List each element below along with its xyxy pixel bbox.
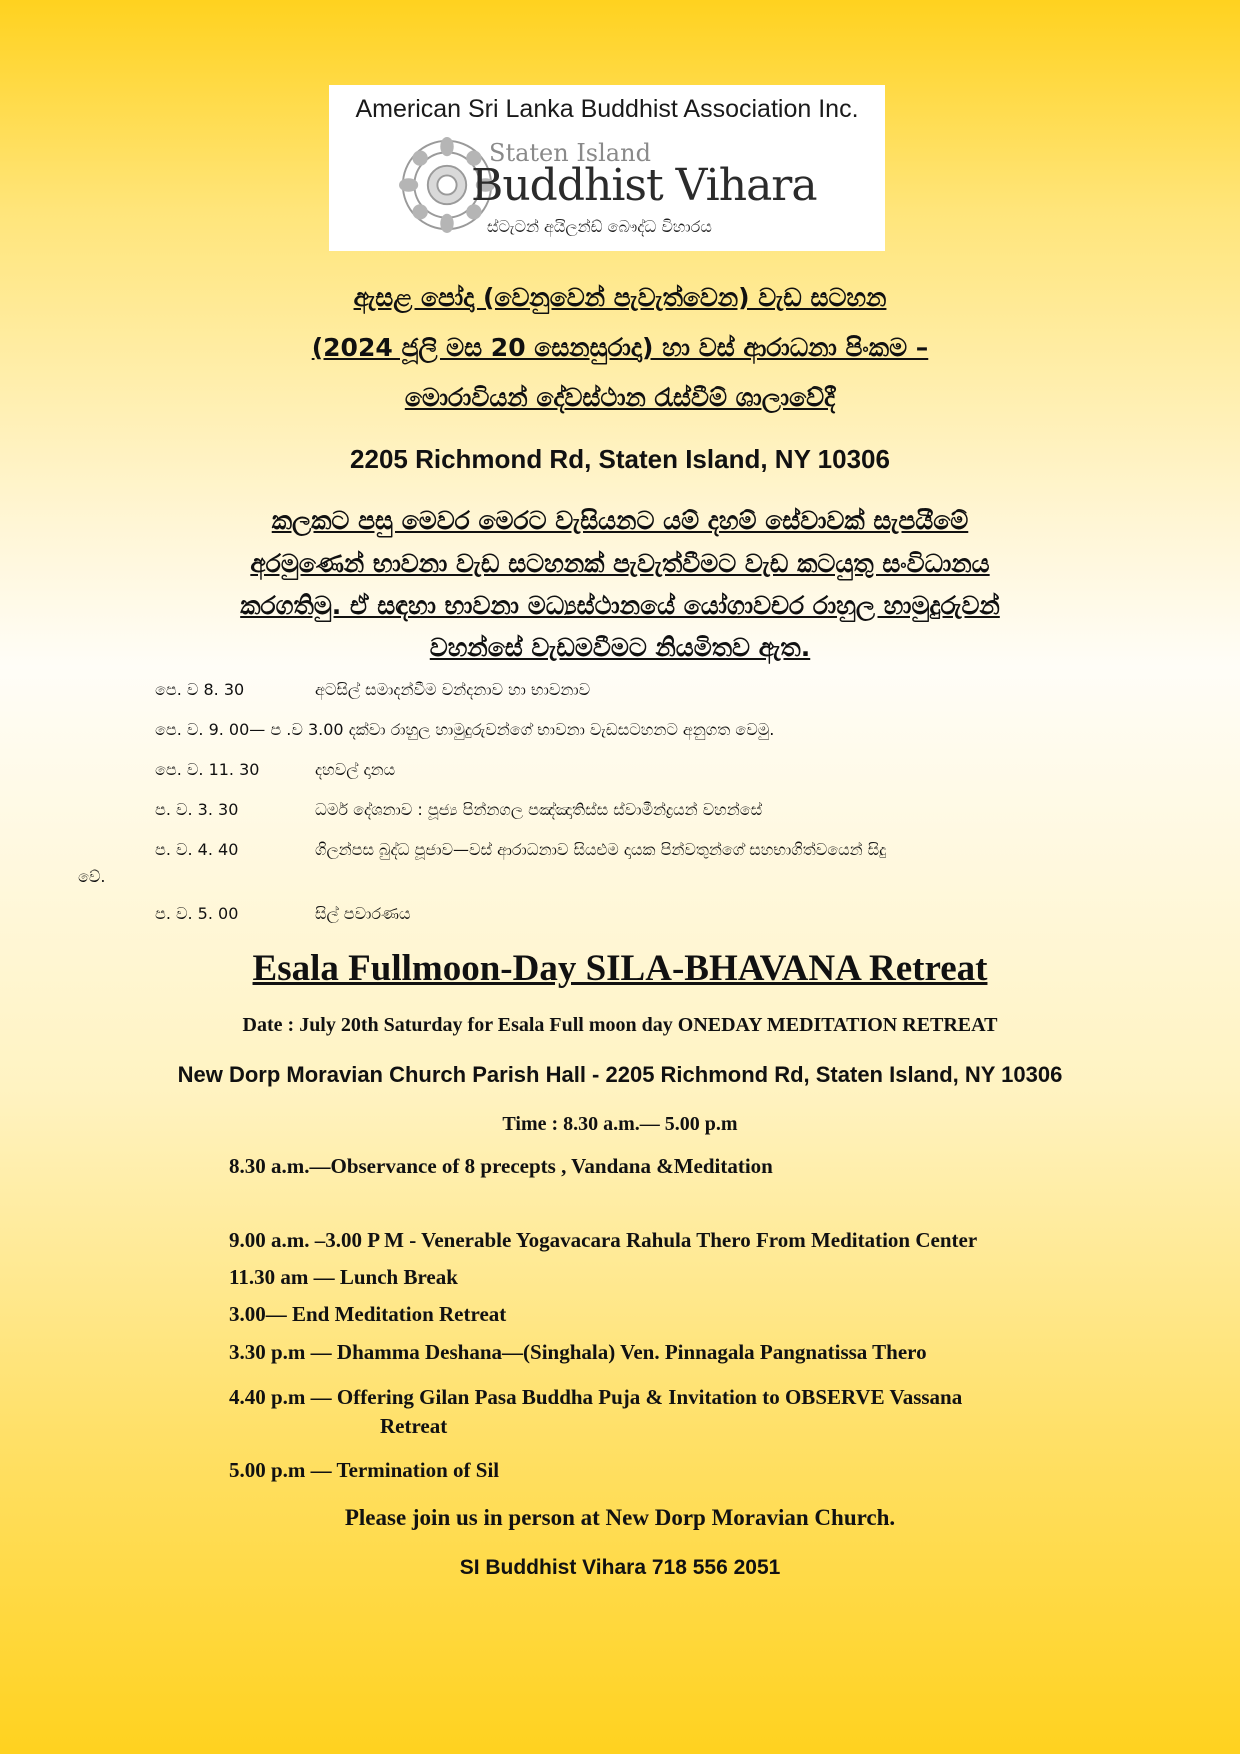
english-schedule-item: 8.30 a.m.—Observance of 8 precepts , Vandana &Meditation <box>229 1154 773 1178</box>
sinhala-heading-line-2: (2024 ජූලි මස 20 සෙනසුරාදා) හා වස් ආරාධනා පිංකම – <box>311 333 929 362</box>
schedule-text: සිල් පවාරණය <box>315 904 411 923</box>
sinhala-schedule-continuation <box>78 867 106 887</box>
schedule-text: ගිලන්පස බුද්ධ පූජාව—වස් ආරාධනාව සියළුම දායක පින්වතුන්ගේ සහභාගිත්වයෙන් සිදු <box>315 840 887 859</box>
sinhala-schedule-item <box>155 840 886 860</box>
english-schedule-continuation: Retreat <box>380 1414 448 1438</box>
schedule-time: ප. ව. 3. 30 <box>155 800 239 819</box>
sinhala-schedule-item <box>155 680 590 700</box>
organization-name: American Sri Lanka Buddhist Association Inc. <box>355 95 859 123</box>
logo-buddhist-vihara: Buddhist Vihara <box>471 160 817 211</box>
english-schedule-item: 3.30 p.m — Dhamma Deshana—(Singhala) Ven. Pinnagala Pangnatissa Thero <box>229 1340 927 1364</box>
schedule-time: පෙ. ව. 11. 30 <box>155 760 260 779</box>
english-date: Date : July 20th Saturday for Esala Full moon day ONEDAY MEDITATION RETREAT <box>242 1014 998 1036</box>
schedule-text: ධර්ම දේශනාව : පූජ්‍ය පින්නගල පඤ්ඤාතිස්ස ස්වාමීන්ද්‍රයන් වහන්සේ <box>315 800 763 819</box>
contact-info: SI Buddhist Vihara 718 556 2051 <box>459 1556 781 1579</box>
sinhala-paragraph-line-4: වහන්සේ වැඩමවීමට නියමිතව ඇත. <box>429 633 811 662</box>
sinhala-schedule-item <box>155 904 411 924</box>
sinhala-schedule-item <box>155 760 395 780</box>
sinhala-paragraph-line-1: කලකට පසු මෙවර මෙරට වැසියනට යම් දහම් සේවාවක් සැපයීමේ <box>271 506 969 535</box>
sinhala-paragraph-line-2: අරමුණෙන් භාවනා වැඩ සටහනක් පැවැත්වීමට වැඩ කටයුතු සංවිධානය <box>250 549 990 578</box>
english-venue: New Dorp Moravian Church Parish Hall - 2205 Richmond Rd, Staten Island, NY 10306 <box>177 1062 1063 1087</box>
english-time-range: Time : 8.30 a.m.— 5.00 p.m <box>502 1113 738 1135</box>
sinhala-heading-line-3: මොරාවියන් දේවස්ථාන රැස්වීම් ශාලාවේදී <box>404 383 836 412</box>
schedule-text: ප .ව 3.00 දක්වා රාහුල හාමුදුරුවන්ගේ භාවනා වැඩසටහනට අනුගත වෙමු. <box>270 720 775 739</box>
join-invitation: Please join us in person at New Dorp Moravian Church. <box>344 1505 896 1530</box>
sinhala-heading-line-1: ඇසළ පෝදා (වෙනුවෙන් පැවැත්වෙන) වැඩ සටහන <box>353 283 887 312</box>
schedule-time: ප. ව. 4. 40 <box>155 840 239 859</box>
sinhala-paragraph-line-3: කරගතිමු. ඒ සඳහා භාවනා මධ්‍යස්ථානයේ යෝගාවචර රාහුල හාමුදුරුවන් <box>240 591 1000 620</box>
schedule-time: පෙ. ව. 9. 00— <box>155 720 266 739</box>
schedule-time: පෙ. ව 8. 30 <box>155 680 245 699</box>
english-title: Esala Fullmoon-Day SILA-BHAVANA Retreat <box>252 948 988 989</box>
logo-box <box>329 85 885 251</box>
english-schedule-item: 4.40 p.m — Offering Gilan Pasa Buddha Puja & Invitation to OBSERVE Vassana <box>229 1385 963 1409</box>
sinhala-schedule-item <box>155 720 774 740</box>
english-schedule-item: 5.00 p.m — Termination of Sil <box>229 1458 500 1482</box>
logo-sinhala-name: ස්ටැටන් අයිලන්ඩ් බෞද්ධ විහාරය <box>487 217 712 236</box>
english-schedule-item: 3.00— End Meditation Retreat <box>229 1302 507 1326</box>
english-schedule-item: 9.00 a.m. –3.00 P M - Venerable Yogavacara Rahula Thero From Meditation Center <box>229 1228 978 1252</box>
schedule-text: වේ. <box>78 867 106 886</box>
schedule-text: අටසිල් සමාදන්වීම වන්දනාව හා භාවනාව <box>315 680 591 699</box>
english-schedule-item: 11.30 am — Lunch Break <box>229 1265 458 1289</box>
sinhala-schedule-item <box>155 800 762 820</box>
schedule-time: ප. ව. 5. 00 <box>155 904 239 923</box>
logo-staten-island: Staten Island <box>489 139 651 167</box>
schedule-text: දහවල් දානය <box>315 760 396 779</box>
address-heading: 2205 Richmond Rd, Staten Island, NY 10306 <box>350 444 890 474</box>
